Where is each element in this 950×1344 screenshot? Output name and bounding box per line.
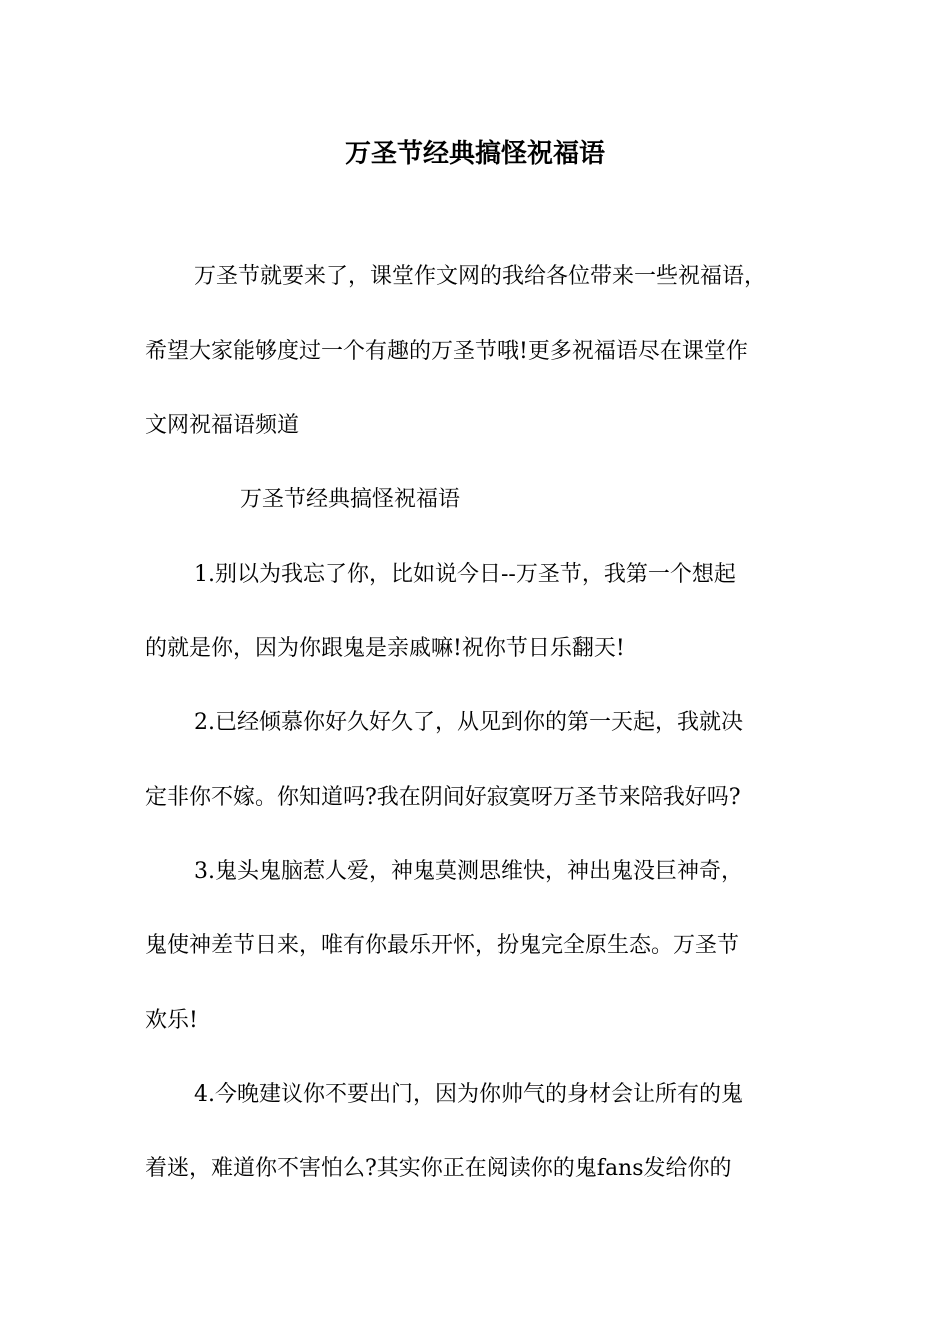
paragraph-line: 鬼使神差节日来，唯有你最乐开怀，扮鬼完全原生态。万圣节 (145, 933, 740, 958)
paragraph-line: 2.已经倾慕你好久好久了，从见到你的第一天起，我就决 (194, 710, 743, 735)
paragraph-line: 的就是你，因为你跟鬼是亲戚嘛!祝你节日乐翻天! (145, 636, 625, 661)
document-title: 万圣节经典搞怪祝福语 (344, 139, 605, 169)
paragraph-line: 欢乐! (145, 1008, 198, 1033)
paragraph-line: 1.别以为我忘了你，比如说今日--万圣节，我第一个想起 (194, 562, 736, 587)
paragraph-line: 定非你不嫁。你知道吗?我在阴间好寂寞呀万圣节来陪我好吗? (145, 785, 741, 810)
paragraph-line: 希望大家能够度过一个有趣的万圣节哦!更多祝福语尽在课堂作 (145, 339, 748, 364)
paragraph-line: 万圣节就要来了，课堂作文网的我给各位带来一些祝福语， (194, 264, 767, 289)
paragraph-line: 4.今晚建议你不要出门，因为你帅气的身材会让所有的鬼 (194, 1082, 743, 1107)
section-heading: 万圣节经典搞怪祝福语 (240, 487, 461, 512)
paragraph-line: 着迷，难道你不害怕么?其实你正在阅读你的鬼fans发给你的 (145, 1156, 732, 1181)
paragraph-line: 3.鬼头鬼脑惹人爱，神鬼莫测思维快，神出鬼没巨神奇， (194, 859, 743, 884)
paragraph-line: 文网祝福语频道 (145, 413, 300, 438)
